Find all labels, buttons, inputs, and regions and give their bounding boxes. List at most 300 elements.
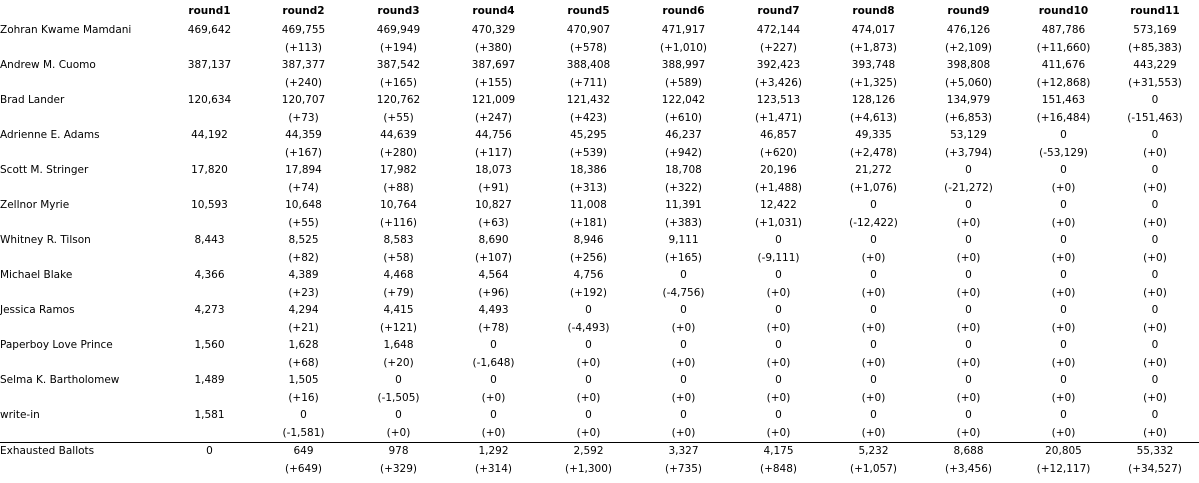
vote-change-cell: (+0) [956, 251, 981, 264]
vote-total-cell: 0 [870, 199, 877, 211]
vote-change-cell: (+0) [956, 216, 981, 229]
vote-total-cell: 20,196 [760, 164, 797, 176]
vote-total-cell: 53,129 [950, 129, 987, 141]
vote-total-cell: 0 [870, 304, 877, 316]
vote-change-cell: (+3,456) [944, 462, 993, 475]
vote-total-cell: 469,949 [376, 24, 421, 36]
vote-total-cell: 470,329 [471, 24, 516, 36]
vote-total-cell: 0 [965, 339, 972, 351]
vote-change-cell: (+31,553) [1128, 76, 1182, 89]
round-header: round5 [567, 5, 610, 17]
vote-change-cell [163, 180, 256, 198]
vote-total-cell: 411,676 [1041, 59, 1086, 71]
vote-change-cell: (+165) [379, 76, 418, 89]
vote-total-cell: 55,332 [1111, 443, 1199, 461]
vote-change-cell: (+0) [576, 426, 601, 439]
vote-total-cell: 121,432 [566, 94, 611, 106]
candidate-name: Whitney R. Tilson [0, 234, 91, 246]
header-candidate-column [0, 0, 163, 22]
vote-change-cell: (+329) [379, 462, 418, 475]
vote-total-cell: 49,335 [855, 129, 892, 141]
round-header: round3 [377, 5, 420, 17]
vote-change-cell: (+74) [288, 181, 319, 194]
vote-total-cell: 120,762 [376, 94, 421, 106]
vote-change-cell [163, 40, 256, 58]
candidate-changes-row [0, 180, 1199, 198]
vote-total-cell: 0 [870, 339, 877, 351]
vote-total-cell: 120,634 [187, 94, 232, 106]
vote-total-cell: 978 [351, 443, 446, 461]
vote-total-cell: 134,979 [946, 94, 991, 106]
vote-total-cell: 5,232 [826, 443, 921, 461]
candidate-totals-row [0, 127, 1199, 145]
vote-change-cell: (+0) [1051, 216, 1076, 229]
vote-total-cell: 1,628 [288, 339, 319, 351]
vote-total-cell: 0 [1060, 304, 1067, 316]
vote-change-cell: (+11,660) [1036, 41, 1091, 54]
vote-total-cell: 0 [1060, 269, 1067, 281]
vote-change-cell: (+1,300) [564, 462, 613, 475]
vote-total-cell: 0 [1060, 234, 1067, 246]
vote-total-cell: 122,042 [661, 94, 706, 106]
vote-total-cell: 649 [256, 443, 351, 461]
vote-total-cell: 4,468 [383, 269, 414, 281]
vote-change-cell [163, 461, 256, 479]
empty-cell [0, 461, 163, 479]
vote-change-cell: (+0) [1143, 356, 1167, 369]
vote-change-cell: (+313) [569, 181, 608, 194]
vote-change-cell: (+3,794) [944, 146, 993, 159]
vote-change-cell: (+12,117) [1036, 462, 1091, 475]
empty-cell [0, 145, 163, 163]
vote-change-cell: (+247) [474, 111, 513, 124]
round-header: round8 [852, 5, 895, 17]
vote-change-cell: (+0) [956, 391, 981, 404]
vote-total-cell: 17,820 [191, 164, 228, 176]
vote-change-cell: (+380) [474, 41, 513, 54]
empty-cell [0, 250, 163, 268]
vote-change-cell: (+0) [1051, 181, 1076, 194]
vote-change-cell: (+78) [478, 321, 509, 334]
vote-change-cell: (+0) [671, 356, 696, 369]
vote-change-cell: (-1,581) [282, 426, 325, 439]
candidate-name: Paperboy Love Prince [0, 339, 113, 351]
candidate-name: Andrew M. Cuomo [0, 59, 96, 71]
candidate-totals-row [0, 92, 1199, 110]
vote-total-cell: 4,564 [478, 269, 509, 281]
vote-total-cell: 0 [870, 409, 877, 421]
vote-change-cell: (+735) [664, 462, 703, 475]
vote-total-cell: 0 [680, 374, 687, 386]
vote-total-cell: 44,359 [285, 129, 322, 141]
candidate-name: Scott M. Stringer [0, 164, 89, 176]
vote-change-cell: (+0) [576, 356, 601, 369]
vote-change-cell: (+0) [956, 356, 981, 369]
empty-cell [0, 390, 163, 408]
table-header [0, 0, 1199, 22]
vote-change-cell: (+322) [664, 181, 703, 194]
vote-change-cell: (+155) [474, 76, 513, 89]
candidate-totals-row [0, 407, 1199, 425]
vote-change-cell: (+0) [861, 251, 886, 264]
vote-total-cell: 393,748 [851, 59, 896, 71]
vote-total-cell: 0 [395, 409, 402, 421]
vote-total-cell: 4,415 [383, 304, 414, 316]
vote-total-cell: 1,560 [194, 339, 225, 351]
vote-total-cell: 1,581 [194, 409, 225, 421]
vote-total-cell: 121,009 [471, 94, 516, 106]
candidate-changes-row [0, 75, 1199, 93]
vote-change-cell: (-151,463) [1127, 111, 1183, 124]
vote-total-cell: 0 [680, 409, 687, 421]
vote-change-cell: (-4,756) [662, 286, 705, 299]
vote-total-cell: 0 [490, 339, 497, 351]
candidate-changes-row [0, 110, 1199, 128]
round-header: round11 [1130, 5, 1180, 17]
vote-change-cell: (+240) [284, 76, 323, 89]
vote-change-cell: (+16,484) [1036, 111, 1091, 124]
candidate-totals-row [0, 372, 1199, 390]
vote-change-cell: (+0) [956, 321, 981, 334]
candidate-changes-row [0, 355, 1199, 373]
vote-change-cell: (+1,471) [754, 111, 803, 124]
vote-change-cell: (+0) [1143, 146, 1167, 159]
vote-change-cell: (+383) [664, 216, 703, 229]
vote-change-cell: (+0) [1143, 321, 1167, 334]
vote-change-cell: (-9,111) [757, 251, 800, 264]
vote-change-cell: (+55) [288, 216, 319, 229]
vote-total-cell: 0 [1060, 339, 1067, 351]
vote-total-cell: 0 [965, 164, 972, 176]
vote-change-cell: (+0) [1143, 216, 1167, 229]
vote-change-cell: (+55) [383, 111, 414, 124]
vote-change-cell [163, 250, 256, 268]
vote-change-cell: (+848) [759, 462, 798, 475]
vote-change-cell: (+0) [1051, 251, 1076, 264]
vote-total-cell: 0 [1151, 164, 1159, 176]
candidate-changes-row [0, 285, 1199, 303]
vote-change-cell: (-1,505) [377, 391, 420, 404]
vote-total-cell: 10,764 [380, 199, 417, 211]
candidate-totals-row [0, 197, 1199, 215]
vote-total-cell: 4,756 [573, 269, 604, 281]
vote-total-cell: 0 [1151, 304, 1159, 316]
vote-change-cell [163, 390, 256, 408]
vote-total-cell: 0 [965, 374, 972, 386]
vote-total-cell: 123,513 [756, 94, 801, 106]
vote-change-cell: (+1,031) [754, 216, 803, 229]
vote-total-cell: 0 [965, 199, 972, 211]
vote-total-cell: 0 [1060, 129, 1067, 141]
vote-change-cell: (+68) [288, 356, 319, 369]
vote-change-cell: (+79) [383, 286, 414, 299]
vote-total-cell: 387,377 [281, 59, 326, 71]
vote-total-cell: 0 [870, 374, 877, 386]
vote-change-cell: (+0) [671, 321, 696, 334]
vote-change-cell: (+1,488) [754, 181, 803, 194]
vote-total-cell: 0 [775, 269, 782, 281]
vote-change-cell: (+0) [766, 391, 791, 404]
vote-total-cell: 0 [680, 304, 687, 316]
vote-change-cell: (+165) [664, 251, 703, 264]
vote-total-cell: 0 [775, 234, 782, 246]
vote-change-cell: (+88) [383, 181, 414, 194]
vote-change-cell: (+117) [474, 146, 513, 159]
vote-total-cell: 46,857 [760, 129, 797, 141]
vote-total-cell: 4,493 [478, 304, 509, 316]
vote-change-cell: (+116) [379, 216, 418, 229]
candidate-changes-row [0, 215, 1199, 233]
round-header: round1 [188, 5, 231, 17]
empty-cell [0, 355, 163, 373]
vote-change-cell: (-21,272) [944, 181, 993, 194]
vote-total-cell: 476,126 [946, 24, 991, 36]
vote-change-cell [163, 215, 256, 233]
candidate-changes-row [0, 390, 1199, 408]
vote-change-cell: (+4,613) [849, 111, 898, 124]
vote-change-cell: (+0) [1143, 251, 1167, 264]
vote-total-cell: 470,907 [566, 24, 611, 36]
vote-change-cell: (+0) [481, 426, 506, 439]
vote-total-cell: 0 [965, 234, 972, 246]
vote-change-cell: (-1,648) [472, 356, 515, 369]
vote-total-cell: 4,366 [194, 269, 225, 281]
vote-change-cell: (+5,060) [944, 76, 993, 89]
vote-total-cell: 0 [1151, 199, 1159, 211]
vote-total-cell: 0 [775, 339, 782, 351]
vote-total-cell: 1,505 [288, 374, 319, 386]
vote-change-cell: (+194) [379, 41, 418, 54]
vote-total-cell: 8,946 [573, 234, 604, 246]
vote-total-cell: 469,755 [281, 24, 326, 36]
vote-total-cell: 0 [965, 269, 972, 281]
vote-change-cell: (+2,109) [944, 41, 993, 54]
candidate-totals-row [0, 162, 1199, 180]
vote-total-cell: 120,707 [281, 94, 326, 106]
vote-total-cell: 0 [585, 374, 592, 386]
candidate-name: Zellnor Myrie [0, 199, 70, 211]
vote-change-cell: (+0) [1051, 286, 1076, 299]
vote-total-cell: 387,697 [471, 59, 516, 71]
vote-change-cell: (+0) [766, 356, 791, 369]
vote-total-cell: 9,111 [668, 234, 699, 246]
vote-change-cell: (+0) [1143, 391, 1167, 404]
vote-total-cell: 11,008 [570, 199, 607, 211]
candidate-changes-row [0, 40, 1199, 58]
empty-cell [0, 215, 163, 233]
vote-total-cell: 0 [965, 409, 972, 421]
candidate-changes-row [0, 425, 1199, 443]
vote-total-cell: 0 [870, 269, 877, 281]
vote-total-cell: 4,175 [731, 443, 826, 461]
vote-total-cell: 18,386 [570, 164, 607, 176]
vote-total-cell: 8,525 [288, 234, 319, 246]
vote-change-cell: (+0) [766, 426, 791, 439]
vote-change-cell: (+0) [671, 391, 696, 404]
vote-total-cell: 17,982 [380, 164, 417, 176]
vote-change-cell: (+610) [664, 111, 703, 124]
vote-change-cell: (+1,325) [849, 76, 898, 89]
vote-total-cell: 8,583 [383, 234, 414, 246]
vote-change-cell: (+0) [1143, 426, 1167, 439]
vote-total-cell: 0 [163, 443, 256, 461]
vote-total-cell: 471,917 [661, 24, 706, 36]
vote-change-cell: (+181) [569, 216, 608, 229]
vote-change-cell: (+539) [569, 146, 608, 159]
vote-total-cell: 0 [490, 409, 497, 421]
vote-change-cell: (+0) [766, 286, 791, 299]
vote-change-cell: (+121) [379, 321, 418, 334]
vote-change-cell [163, 355, 256, 373]
vote-change-cell: (+227) [759, 41, 798, 54]
vote-total-cell: 44,192 [191, 129, 228, 141]
candidate-changes-row [0, 250, 1199, 268]
vote-total-cell: 469,642 [187, 24, 232, 36]
vote-total-cell: 0 [585, 409, 592, 421]
vote-change-cell: (+0) [861, 391, 886, 404]
vote-change-cell: (+0) [1143, 181, 1167, 194]
vote-change-cell: (+589) [664, 76, 703, 89]
vote-change-cell: (+21) [288, 321, 319, 334]
vote-total-cell: 3,327 [636, 443, 731, 461]
vote-total-cell: 4,294 [288, 304, 319, 316]
candidate-name: Michael Blake [0, 269, 73, 281]
empty-cell [0, 40, 163, 58]
vote-change-cell: (+91) [478, 181, 509, 194]
vote-total-cell: 0 [490, 374, 497, 386]
vote-total-cell: 151,463 [1041, 94, 1086, 106]
empty-cell [0, 320, 163, 338]
vote-total-cell: 46,237 [665, 129, 702, 141]
vote-total-cell: 573,169 [1133, 24, 1177, 36]
vote-change-cell: (+0) [1051, 356, 1076, 369]
candidate-totals-row [0, 337, 1199, 355]
vote-change-cell: (+1,873) [849, 41, 898, 54]
candidate-name: Zohran Kwame Mamdani [0, 24, 132, 36]
vote-change-cell: (-53,129) [1039, 146, 1088, 159]
candidate-changes-row [0, 320, 1199, 338]
vote-total-cell: 4,273 [194, 304, 225, 316]
vote-change-cell: (+0) [956, 286, 981, 299]
vote-total-cell: 0 [1060, 199, 1067, 211]
vote-total-cell: 1,292 [446, 443, 541, 461]
vote-change-cell [163, 145, 256, 163]
vote-total-cell: 0 [1060, 164, 1067, 176]
vote-total-cell: 1,489 [194, 374, 225, 386]
vote-change-cell: (+0) [1143, 286, 1167, 299]
vote-total-cell: 0 [1060, 374, 1067, 386]
vote-total-cell: 8,443 [194, 234, 225, 246]
vote-change-cell: (+423) [569, 111, 608, 124]
vote-total-cell: 0 [680, 269, 687, 281]
round-header: round7 [757, 5, 800, 17]
vote-total-cell: 10,827 [475, 199, 512, 211]
vote-change-cell: (+73) [288, 111, 319, 124]
vote-change-cell: (+1,076) [849, 181, 898, 194]
vote-change-cell [163, 320, 256, 338]
vote-total-cell: 18,073 [475, 164, 512, 176]
vote-total-cell: 0 [585, 339, 592, 351]
vote-total-cell: 128,126 [851, 94, 896, 106]
vote-change-cell: (+12,868) [1036, 76, 1091, 89]
vote-change-cell [163, 75, 256, 93]
vote-total-cell: 44,756 [475, 129, 512, 141]
vote-total-cell: 0 [300, 409, 307, 421]
vote-change-cell: (+0) [956, 426, 981, 439]
empty-cell [0, 180, 163, 198]
empty-cell [0, 285, 163, 303]
vote-change-cell: (+942) [664, 146, 703, 159]
vote-change-cell: (+0) [861, 286, 886, 299]
vote-total-cell: 12,422 [760, 199, 797, 211]
round-header: round2 [282, 5, 325, 17]
vote-total-cell: 487,786 [1041, 24, 1086, 36]
vote-total-cell: 10,648 [285, 199, 322, 211]
round-header: round4 [472, 5, 515, 17]
candidate-totals-row [0, 302, 1199, 320]
vote-total-cell: 472,144 [756, 24, 801, 36]
vote-change-cell: (+82) [288, 251, 319, 264]
vote-change-cell: (-12,422) [849, 216, 898, 229]
vote-change-cell: (+280) [379, 146, 418, 159]
vote-change-cell [163, 110, 256, 128]
vote-change-cell: (+0) [1051, 321, 1076, 334]
vote-change-cell: (+107) [474, 251, 513, 264]
vote-total-cell: 18,708 [665, 164, 702, 176]
candidate-name: Brad Lander [0, 94, 65, 106]
vote-change-cell: (-4,493) [567, 321, 610, 334]
vote-change-cell: (+711) [569, 76, 608, 89]
round-header: round6 [662, 5, 705, 17]
vote-change-cell: (+0) [671, 426, 696, 439]
vote-total-cell: 17,894 [285, 164, 322, 176]
vote-change-cell: (+649) [284, 462, 323, 475]
vote-total-cell: 387,137 [187, 59, 232, 71]
vote-change-cell: (+34,527) [1128, 462, 1182, 475]
vote-total-cell: 44,639 [380, 129, 417, 141]
vote-change-cell [163, 285, 256, 303]
candidate-totals-row [0, 232, 1199, 250]
candidate-totals-row [0, 57, 1199, 75]
vote-total-cell: 387,542 [376, 59, 421, 71]
vote-total-cell: 0 [1151, 409, 1159, 421]
vote-total-cell: 2,592 [541, 443, 636, 461]
vote-total-cell: 0 [775, 374, 782, 386]
vote-total-cell: 8,688 [921, 443, 1016, 461]
round-header: round9 [947, 5, 990, 17]
vote-total-cell: 0 [775, 409, 782, 421]
candidate-name: Exhausted Ballots [0, 443, 163, 461]
vote-change-cell: (+256) [569, 251, 608, 264]
vote-change-cell: (+96) [478, 286, 509, 299]
vote-total-cell: 45,295 [570, 129, 607, 141]
vote-change-cell: (+0) [766, 321, 791, 334]
vote-change-cell: (+0) [861, 321, 886, 334]
vote-change-cell: (+20) [383, 356, 414, 369]
candidate-name: write-in [0, 409, 40, 421]
empty-cell [0, 75, 163, 93]
vote-change-cell: (+0) [1051, 426, 1076, 439]
vote-total-cell: 20,805 [1016, 443, 1111, 461]
vote-total-cell: 0 [1060, 409, 1067, 421]
vote-change-cell: (+1,057) [849, 462, 898, 475]
vote-total-cell: 1,648 [383, 339, 414, 351]
vote-change-cell: (+58) [383, 251, 414, 264]
vote-total-cell: 0 [395, 374, 402, 386]
vote-total-cell: 398,808 [946, 59, 991, 71]
vote-change-cell: (+192) [569, 286, 608, 299]
vote-total-cell: 443,229 [1133, 59, 1177, 71]
